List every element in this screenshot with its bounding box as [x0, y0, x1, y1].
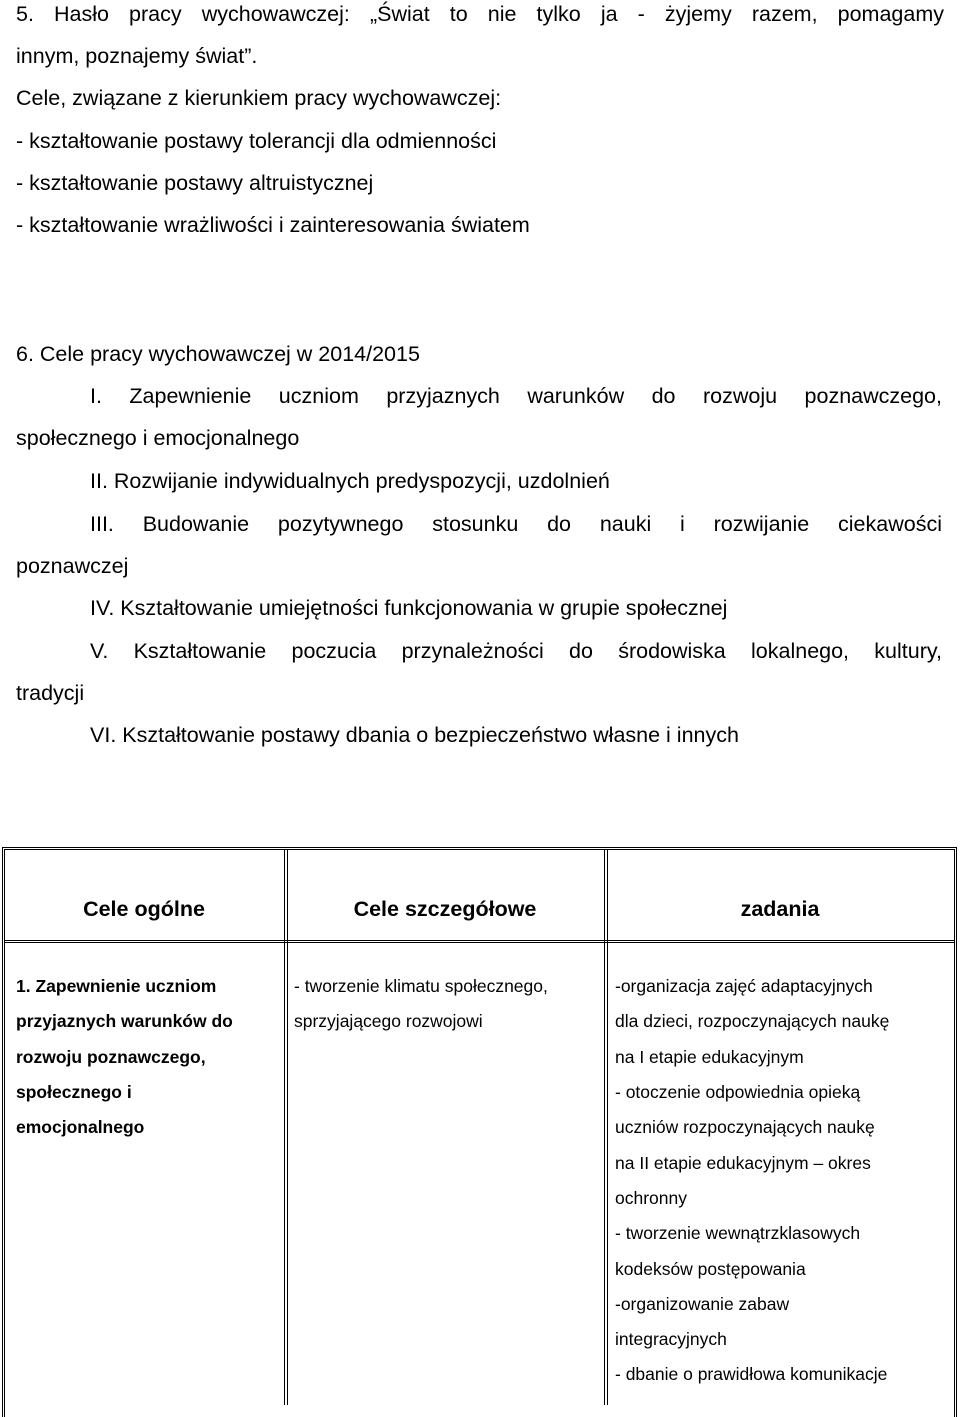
column-divider: [287, 850, 288, 1405]
task-line: - dbanie o prawidłowa komunikacje: [615, 1364, 888, 1384]
general-goal-line: 1. Zapewnienie uczniom: [16, 976, 217, 996]
header-specific-goals: Cele szczegółowe: [353, 897, 537, 921]
task-line: uczniów rozpoczynających naukę: [615, 1117, 875, 1137]
objective-continuation: poznawczej: [16, 554, 129, 578]
section-heading: 6. Cele pracy wychowawczej w 2014/2015: [16, 342, 420, 366]
header-general-goals: Cele ogólne: [83, 897, 205, 921]
task-line: - otoczenie odpowiednia opieką: [615, 1082, 861, 1102]
task-line: ochronny: [615, 1188, 687, 1208]
general-goal-line: rozwoju poznawczego,: [16, 1047, 206, 1067]
general-goal-line: społecznego i: [16, 1082, 132, 1102]
goals-intro: Cele, związane z kierunkiem pracy wychowawczej:: [16, 86, 502, 110]
motto-line-1: 5. Hasło pracy wychowawczej: „Świat to nie tylko ja - żyjemy razem, pomagamy: [16, 2, 944, 26]
objective-item: II. Rozwijanie indywidualnych predyspozycji, uzdolnień: [90, 469, 610, 493]
task-line: integracyjnych: [615, 1329, 727, 1349]
goal-item: - kształtowanie postawy altruistycznej: [16, 171, 374, 195]
task-line: dla dzieci, rozpoczynających naukę: [615, 1011, 890, 1031]
task-line: -organizacja zajęć adaptacyjnych: [615, 976, 873, 996]
general-goal-line: emocjonalnego: [16, 1117, 145, 1137]
goal-item: - kształtowanie postawy tolerancji dla odmienności: [16, 129, 497, 153]
general-goal-line: przyjaznych warunków do: [16, 1011, 233, 1031]
specific-goal-line: - tworzenie klimatu społecznego,: [294, 976, 548, 996]
column-divider: [607, 850, 608, 1405]
specific-goal-line: sprzyjającego rozwojowi: [294, 1011, 483, 1031]
header-divider: [5, 940, 955, 943]
header-tasks: zadania: [740, 897, 820, 921]
column-divider: [284, 850, 285, 1405]
task-line: na II etapie edukacyjnym – okres: [615, 1153, 871, 1173]
objective-item: I. Zapewnienie uczniom przyjaznych warunków do rozwoju poznawczego,: [90, 384, 942, 408]
task-line: na I etapie edukacyjnym: [615, 1047, 804, 1067]
task-line: kodeksów postępowania: [615, 1259, 806, 1279]
goal-item: - kształtowanie wrażliwości i zainteresowania światem: [16, 213, 530, 237]
column-divider: [604, 850, 605, 1405]
task-line: - tworzenie wewnątrzklasowych: [615, 1223, 861, 1243]
objective-continuation: tradycji: [16, 681, 85, 705]
objective-item: V. Kształtowanie poczucia przynależności do środowiska lokalnego, kultury,: [90, 639, 942, 663]
task-line: -organizowanie zabaw: [615, 1294, 790, 1314]
objective-continuation: społecznego i emocjonalnego: [16, 426, 300, 450]
objective-item: VI. Kształtowanie postawy dbania o bezpieczeństwo własne i innych: [90, 723, 739, 747]
motto-line-2: innym, poznajemy świat”.: [16, 44, 258, 68]
objective-item: III. Budowanie pozytywnego stosunku do nauki i rozwijanie ciekawości: [90, 512, 942, 536]
objective-item: IV. Kształtowanie umiejętności funkcjonowania w grupie społecznej: [90, 596, 728, 620]
